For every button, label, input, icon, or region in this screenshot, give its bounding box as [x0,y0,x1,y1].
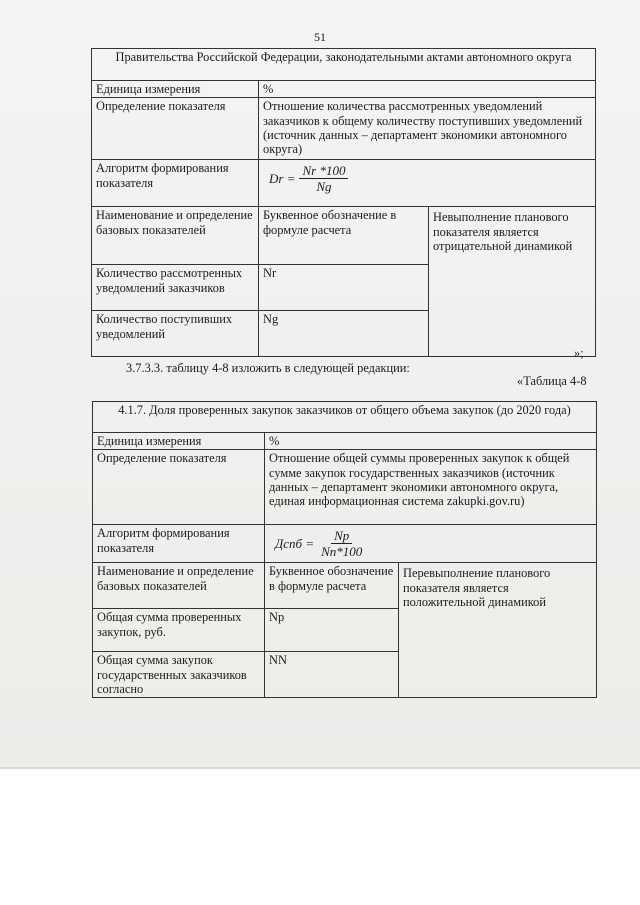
indicator-table-continued [91,48,596,357]
table2-formula-numerator: Np [331,528,352,544]
table2-item1-symbol: Np [265,609,399,652]
table2-letter-label: Буквенное обозначение в формуле расчета [265,563,399,609]
table2-dynamic-note [399,563,597,698]
scan-edge [0,767,640,769]
table1-formula-lhs: Dr = [269,170,296,186]
table1-item2-name: Количество поступивших уведомлений [92,311,259,357]
table2-title: 4.1.7. Доля проверенных закупок заказчиков от общего объема закупок (до 2020 года) [93,402,597,433]
table2-unit-label: Единица измерения [93,433,265,450]
table1-definition-value: Отношение количества рассмотренных уведомлений заказчиков к общему количеству поступивших уведомлений (источник данных – департамент экономики автономного округа) [259,98,596,160]
table2-base-label: Наименование и определение базовых показателей [93,563,265,609]
table1-unit-label: Единица измерения [92,81,259,98]
table-caption: «Таблица 4-8 [517,374,587,388]
table1-formula-denominator: Ng [316,179,332,195]
table2-item2-name: Общая сумма закупок государственных заказчиков согласно [93,652,265,698]
table2-formula [265,525,597,563]
amendment-instruction: 3.7.3.3. таблицу 4-8 изложить в следующей редакции: [126,361,410,375]
table2-definition-value: Отношение общей суммы проверенных закупок к общей сумме закупок государственных заказчиков (источник данных – департамент экономики автономного округа, единая информационная система zakupki.gov.ru) [265,450,597,525]
table1-algorithm-label: Алгоритм формирования показателя [92,160,259,207]
table2-formula-denominator: Nn*100 [321,544,363,560]
table1-letter-label: Буквенное обозначение в формуле расчета [259,207,429,265]
table1-item2-symbol: Ng [259,311,429,357]
closing-quote: »; [574,346,584,360]
table1-dynamic-note-text: Невыполнение планового показателя является отрицательной динамикой [433,210,573,253]
table1-definition-label: Определение показателя [92,98,259,160]
table1-header-continuation: Правительства Российской Федерации, законодательными актами автономного округа [92,49,596,81]
table2-item1-name: Общая сумма проверенных закупок, руб. [93,609,265,652]
table2-unit-value: % [265,433,597,450]
table2-definition-label: Определение показателя [93,450,265,525]
table1-item1-name: Количество рассмотренных уведомлений заказчиков [92,265,259,311]
table1-formula-numerator: Nr *100 [299,163,348,179]
table2-dynamic-note-text: Перевыполнение планового показателя является положительной динамикой [403,566,551,609]
table2-algorithm-label: Алгоритм формирования показателя [93,525,265,563]
table1-unit-value: % [259,81,596,98]
table1-dynamic-note [429,207,596,357]
table1-base-label: Наименование и определение базовых показателей [92,207,259,265]
indicator-table-4-8 [92,401,597,698]
table1-formula [259,160,596,207]
page-number: 51 [314,30,326,44]
table2-formula-lhs: Дспб = [275,535,315,551]
table1-item1-symbol: Nr [259,265,429,311]
table2-item2-symbol: NN [265,652,399,698]
